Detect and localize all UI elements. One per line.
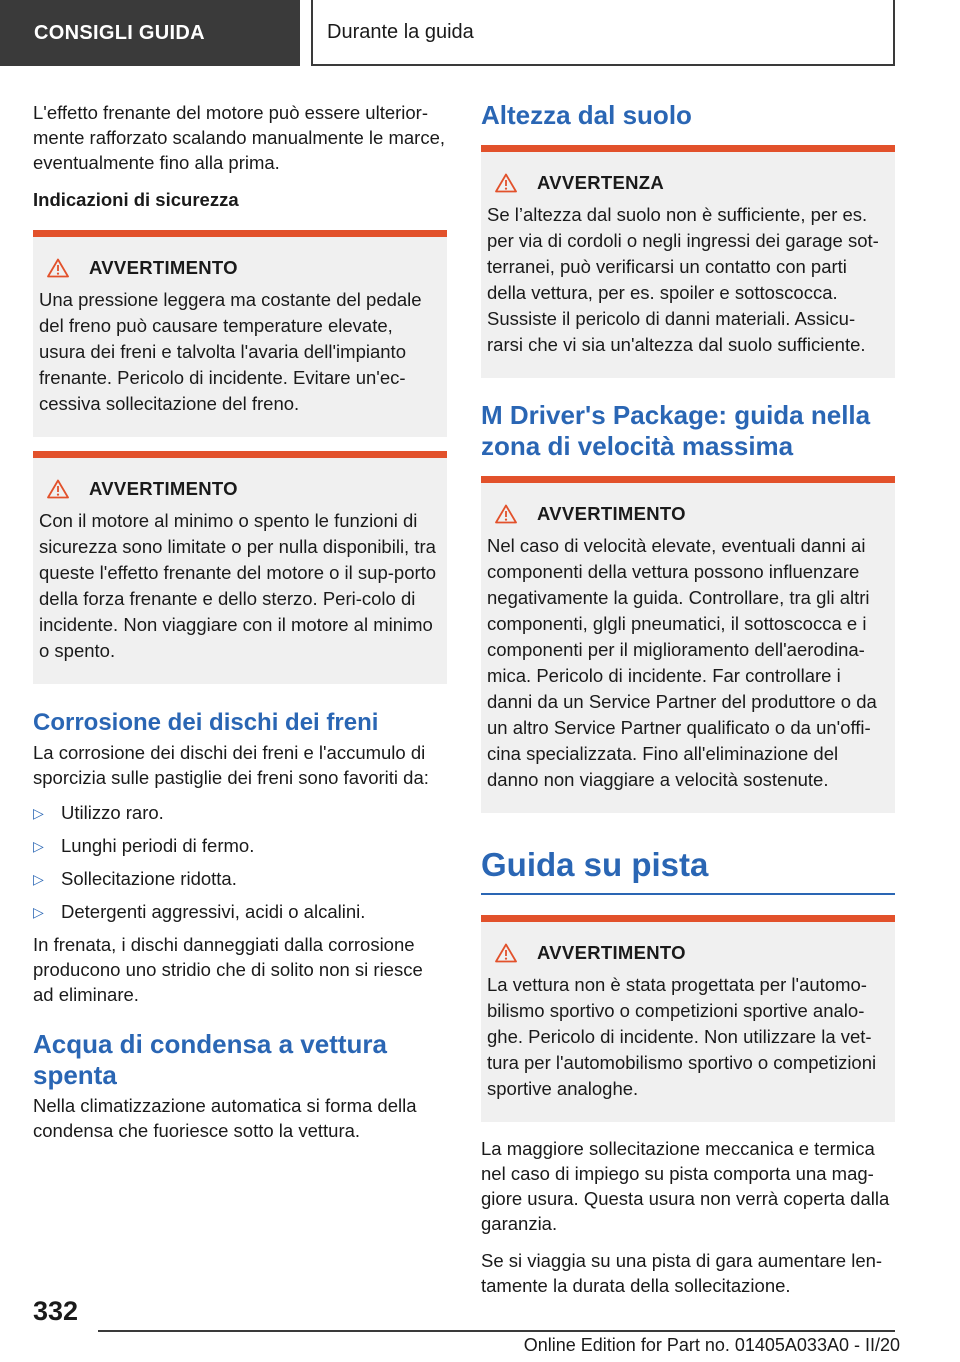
warning-text: La vettura non è stata progettata per l'automo-bilismo sportivo o competizioni sportive analo-ghe. Pericolo di incidente. Non utilizzare la vet-tura per l'automobilismo sportivo o competizioni sportive analoghe. <box>487 974 877 1099</box>
section-title: CONSIGLI GUIDA <box>34 21 205 44</box>
track-driving-heading: Guida su pista <box>481 846 709 883</box>
warning-title: AVVERTENZA <box>537 172 665 193</box>
corrosion-heading: Corrosione dei dischi dei freni <box>33 709 379 736</box>
list-item: ▷ Sollecitazione ridotta. <box>33 866 447 892</box>
track-paragraph-1: La maggiore sollecitazione meccanica e termica nel caso di impiego su pista comporta una mag-giore usura. Questa usura non verrà coperta dalla garanzia. <box>481 1138 890 1234</box>
condensate-heading: Acqua di condensa a vettura spenta <box>33 1029 387 1090</box>
warning-triangle-icon <box>495 504 517 524</box>
warning-text: Una pressione leggera ma costante del pedale del freno può causare temperature elevate, usura dei freni e talvolta l'avaria dell'impianto frenante. Pericolo di incidente. Evitare un'ec-cessiva sollecitazione del freno. <box>39 289 422 414</box>
warning-title: AVVERTIMENTO <box>89 478 238 499</box>
left-column <box>33 100 447 1155</box>
safety-heading: Indicazioni di sicurezza <box>33 189 239 210</box>
edition-note: Online Edition for Part no. 01405A033A0 - II/20 <box>523 1335 900 1355</box>
warning-title: AVVERTIMENTO <box>89 257 238 278</box>
warning-triangle-icon <box>495 173 517 193</box>
warning-text: Nel caso di velocità elevate, eventuali danni ai componenti della vettura possono influenzare negativamente la guida. Controllare, tra gli altri componenti, glgli pneumatici, il sottoscocca e i componenti per il miglioramento dell'aerodina-mica. Pericolo di incidente. Far controllare i danni da un Service Partner del produttore o da un altro Service Partner qualificato o da un'offi-cina specializzata. Fino all'eliminazione del danno non viaggiare a velocità sostenute. <box>487 535 877 790</box>
corrosion-intro: La corrosione dei dischi dei freni e l'accumulo di sporcizia sulle pastiglie dei freni sono favoriti da: <box>33 742 429 788</box>
corrosion-outro: In frenata, i dischi danneggiati dalla corrosione producono uno stridio che di solito non si riesce ad eliminare. <box>33 934 423 1005</box>
corrosion-list <box>33 800 447 925</box>
list-item: ▷ Detergenti aggressivi, acidi o alcalini. <box>33 899 447 925</box>
warning-box-ground <box>481 145 895 378</box>
list-item: ▷ Lunghi periodi di fermo. <box>33 833 447 859</box>
warning-box-engine-off <box>33 451 447 684</box>
page-number: 332 <box>33 1296 79 1326</box>
warning-triangle-icon <box>495 943 517 963</box>
section-tab <box>0 0 300 66</box>
triangle-bullet-icon: ▷ <box>33 904 44 920</box>
warning-triangle-icon <box>47 479 69 499</box>
heading-divider <box>481 893 895 895</box>
chapter-header <box>311 0 895 66</box>
warning-box-track <box>481 915 895 1122</box>
m-driver-heading: M Driver's Package: guida nella zona di velocità massima <box>481 400 871 461</box>
triangle-bullet-icon: ▷ <box>33 838 44 854</box>
warning-title: AVVERTIMENTO <box>537 942 686 963</box>
condensate-text: Nella climatizzazione automatica si forma della condensa che fuoriesce sotto la vettura. <box>33 1095 417 1141</box>
footer-divider <box>98 1330 895 1332</box>
warning-triangle-icon <box>47 258 69 278</box>
list-item: ▷ Utilizzo raro. <box>33 800 447 826</box>
warning-title: AVVERTIMENTO <box>537 503 686 524</box>
track-paragraph-2: Se si viaggia su una pista di gara aumentare len-tamente la durata della sollecitazione. <box>481 1250 883 1296</box>
warning-text: Con il motore al minimo o spento le funzioni di sicurezza sono limitate o per nulla disponibili, tra queste l'effetto frenante del motore o il sup-porto della forza frenante e dello sterzo. Peri-colo di incidente. Non viaggiare con il motore al minimo o spento. <box>39 510 437 661</box>
warning-box-brake <box>33 230 447 437</box>
triangle-bullet-icon: ▷ <box>33 871 44 887</box>
warning-box-m-driver <box>481 476 895 813</box>
triangle-bullet-icon: ▷ <box>33 805 44 821</box>
warning-text: Se l’altezza dal suolo non è sufficiente, per es. per via di cordoli o negli ingressi dei garage sot-terranei, può verificarsi un contatto con parti della vettura, per es. spoiler e sottoscocca. Sussiste il pericolo di danni materiali. Assicu-rarsi che vi sia un'altezza dal suolo sufficiente. <box>487 204 879 355</box>
chapter-title: Durante la guida <box>327 20 474 43</box>
right-column <box>481 100 895 1310</box>
intro-paragraph: L'effetto frenante del motore può essere ulterior-mente rafforzato scalando manualmente le marce, eventualmente fino alla prima. <box>33 102 446 173</box>
ground-clearance-heading: Altezza dal suolo <box>481 100 692 130</box>
